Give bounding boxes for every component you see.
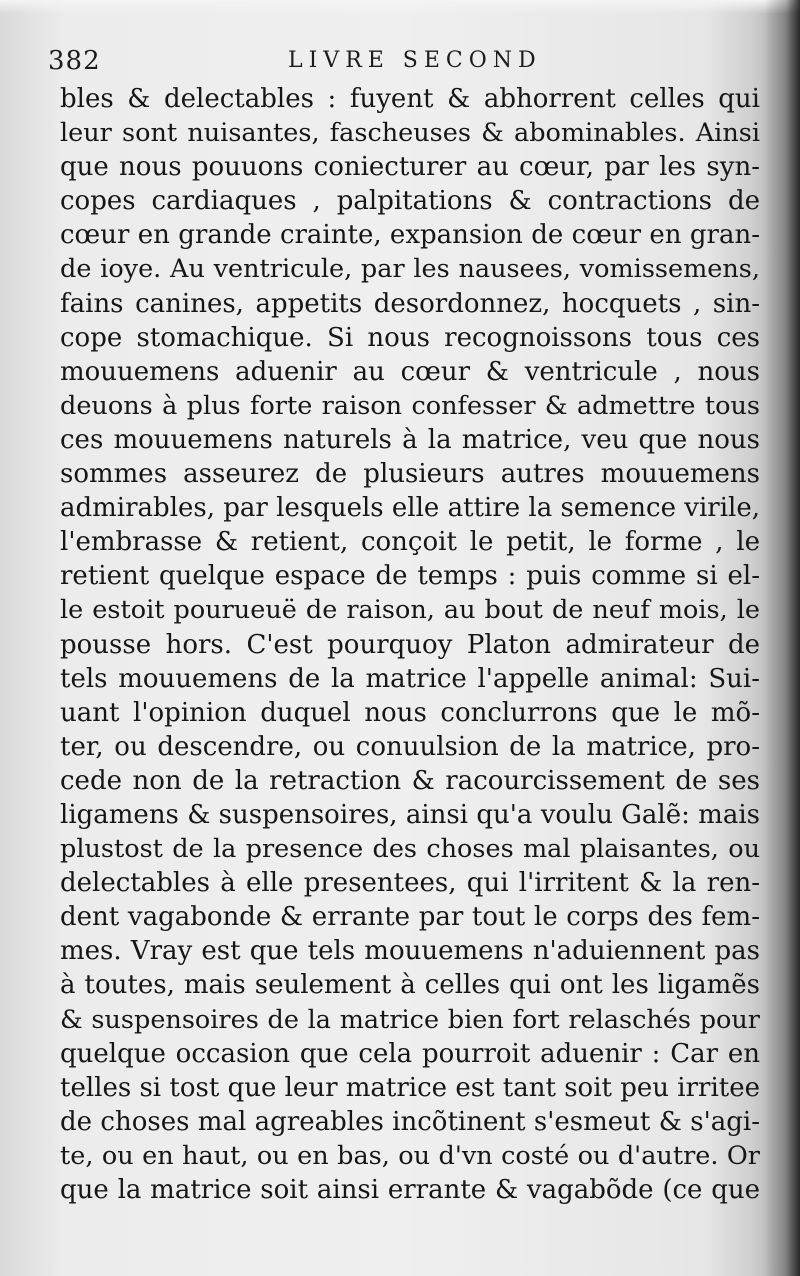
text-line: cope stomachique. Si nous recognoissons tous ces xyxy=(60,322,760,353)
page-number: 382 xyxy=(48,46,101,76)
text-line: telles si tost que leur matrice est tant soit peu irritee xyxy=(60,1072,760,1103)
text-line: que nous pouuons coniecturer au cœur, par les syn- xyxy=(60,152,760,183)
text-line: ter, ou descendre, ou conuulsion de la matrice, pro- xyxy=(60,731,760,762)
running-head: LIVRE SECOND xyxy=(288,48,542,73)
text-line: ces mouuemens naturels à la matrice, veu que nous xyxy=(60,424,760,455)
text-line: cœur en grande crainte, expansion de cœur en gran- xyxy=(60,220,760,251)
text-line: bles & delectables : fuyent & abhorrent celles qui xyxy=(60,84,760,114)
text-line: à toutes, mais seulement à celles qui ont les ligamẽs xyxy=(60,970,760,1001)
text-line: pousse hors. C'est pourquoy Platon admirateur de xyxy=(60,629,760,660)
text-line: fains canines, appetits desordonnez, hocquets , sin- xyxy=(60,288,760,319)
text-line: delectables à elle presentees, qui l'irritent & la ren- xyxy=(60,868,760,899)
text-line: cede non de la retraction & racourcissement de ses xyxy=(60,765,760,796)
text-line: quelque occasion que cela pourroit aduenir : Car en xyxy=(60,1038,760,1069)
text-line: dent vagabonde & errante par tout le corps des fem- xyxy=(60,902,760,933)
text-line: & suspensoires de la matrice bien fort relaschés pour xyxy=(60,1004,760,1035)
text-line: tels mouuemens de la matrice l'appelle animal: Sui- xyxy=(60,663,760,694)
text-line: de choses mal agreables incõtinent s'esmeut & s'agi- xyxy=(60,1106,760,1137)
text-line: leur sont nuisantes, fascheuses & abominables. Ainsi xyxy=(60,118,760,149)
text-line: l'embrasse & retient, conçoit le petit, le forme , le xyxy=(60,527,760,558)
text-line: ligamens & suspensoires, ainsi qu'a voulu Galẽ: mais xyxy=(60,799,760,830)
text-line: mouuemens aduenir au cœur & ventricule , nous xyxy=(60,356,760,387)
text-line: admirables, par lesquels elle attire la semence virile, xyxy=(60,493,760,524)
text-line: de ioye. Au ventricule, par les nausees, vomissemens, xyxy=(60,254,760,285)
text-line: deuons à plus forte raison confesser & admettre tous xyxy=(60,390,760,421)
text-line: copes cardiaques , palpitations & contractions de xyxy=(60,186,760,217)
text-line: retient quelque espace de temps : puis comme si el- xyxy=(60,561,760,592)
text-line: que la matrice soit ainsi errante & vagabõde (ce que xyxy=(60,1175,760,1205)
text-line: mes. Vray est que tels mouuemens n'aduiennent pas xyxy=(60,936,760,967)
text-line: uant l'opinion duquel nous conclurrons que le mõ- xyxy=(60,697,760,728)
page-top-edge xyxy=(0,0,800,14)
text-line: le estoit pourueuë de raison, au bout de neuf mois, le xyxy=(60,595,760,626)
text-line: sommes asseurez de plusieurs autres mouuemens xyxy=(60,459,760,490)
text-line: te, ou en haut, ou en bas, ou d'vn costé ou d'autre. Or xyxy=(60,1140,760,1171)
body-text xyxy=(60,82,760,1207)
page-header xyxy=(48,46,748,86)
page-gutter-shadow xyxy=(764,0,800,1276)
text-line: plustost de la presence des choses mal plaisantes, ou xyxy=(60,834,760,865)
